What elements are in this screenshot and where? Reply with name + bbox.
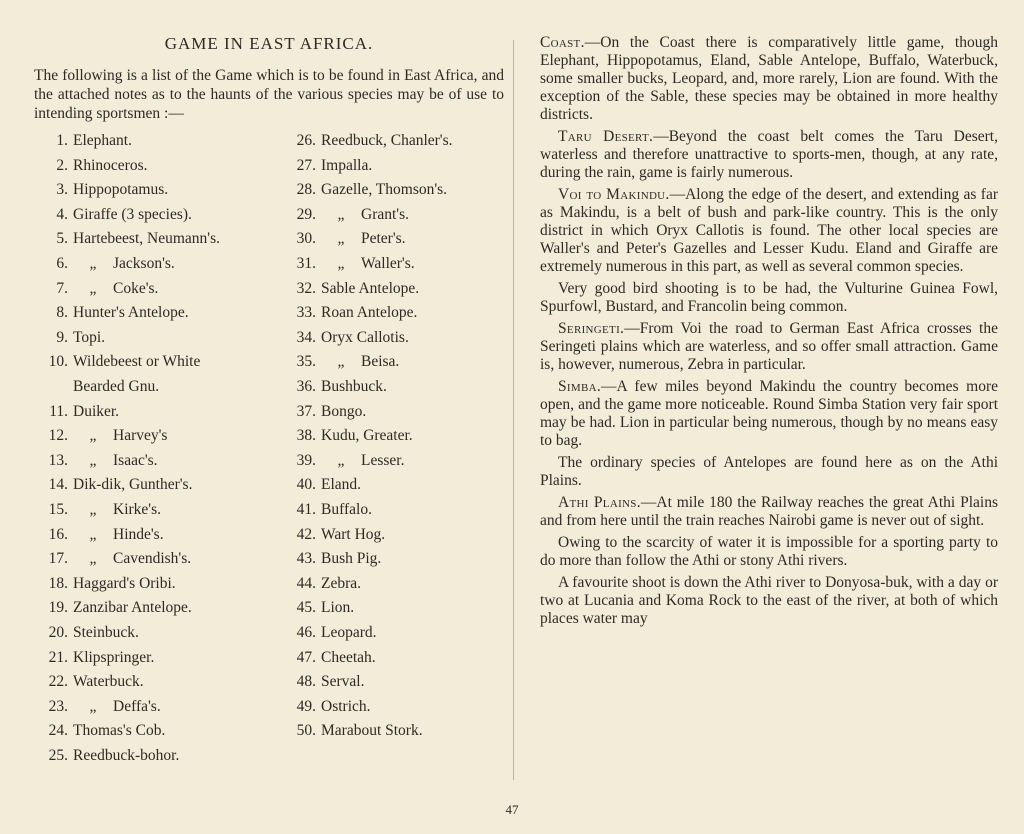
ditto-mark: „ [89,697,97,715]
ditto-mark: „ [89,427,97,445]
species-name: Bongo. [321,402,367,420]
note-text: A favourite shoot is down the Athi river to Donyosa-buk, with a day or two at Lucania and Koma Rock to the east of the river, at both of which places water may [540,574,998,627]
species-name: Reedbuck-bohor. [73,747,180,764]
species-name: Sable Antelope. [321,279,420,297]
note-text: —Along the edge of the desert, and extending as far as Makindu, is a belt of bush and park-like country. This is the only district in which Oryx Callotis is found. The other local species are Waller's and Peter's Gazelles and Lesser Kudu. Eland and Giraffe are extremely numerous in this part, as well as several common species. [540,186,998,275]
item-number: 38. [296,427,316,445]
section-heading: Voi to Makindu. [558,186,670,203]
page-title: GAME IN EAST AFRICA. [164,34,374,53]
game-list-item [34,596,192,620]
left-page [34,34,504,769]
game-list-item [34,646,154,670]
game-list-item [282,646,376,670]
item-number: 37. [296,402,316,420]
ditto-mark: „ [337,230,345,248]
species-name: Thomas's Cob. [73,722,166,740]
species-name: Kudu, Greater. [321,427,413,445]
game-list-item [282,350,399,374]
note-text: Owing to the scarcity of water it is impossible for a sporting party to do more than follow the Athi or stony Athi rivers. [540,534,998,569]
item-number: 31. [296,255,316,272]
species-name: Beisa. [361,353,400,371]
species-name: Waterbuck. [73,673,144,691]
item-number: 6. [56,255,68,272]
item-number: 49. [296,697,316,715]
species-name: Zanzibar Antelope. [73,599,192,617]
species-name: Lesser. [361,451,405,469]
item-number: 5. [56,230,68,248]
game-list-item [282,621,377,645]
item-number: 24. [48,722,68,740]
game-list-item [34,154,147,178]
species-name: Grant's. [361,205,409,223]
note-paragraph [540,454,998,490]
game-list-item [282,400,366,424]
species-name: Jackson's. [113,255,175,272]
species-name: Kirke's. [113,501,161,518]
game-list-item [34,375,159,399]
note-text: —At mile 180 the Railway reaches the great Athi Plains and from here until the train reaches Nairobi game is never out of sight. [540,494,998,529]
species-name: Bearded Gnu. [73,378,160,395]
note-text: —A few miles beyond Makindu the country becomes more open, and the game more noticeable. Round Simba Station very fair sport may be had. Lion in particular being numerous, though by no means easy to bag. [540,378,998,449]
item-number: 3. [56,181,68,199]
note-paragraph [540,280,998,316]
game-list-item [34,203,192,227]
species-name: Eland. [321,476,362,494]
game-list-item [34,719,165,743]
species-name: Duiker. [73,402,120,420]
game-list-item [34,129,132,153]
item-number: 46. [296,624,316,641]
game-list-item [34,523,164,547]
item-number: 8. [56,304,68,322]
species-name: Haggard's Oribi. [73,574,176,592]
game-list-item [34,178,168,202]
right-page-notes [540,34,998,632]
game-list-item [34,498,161,522]
game-list-item [34,227,220,251]
game-list-item [282,277,419,301]
game-list-item [282,129,453,153]
item-number: 25. [48,747,68,764]
species-name: Oryx Callotis. [321,328,409,346]
game-list-item [282,719,423,743]
species-name: Buffalo. [321,501,372,518]
species-name: Rhinoceros. [73,156,148,174]
item-number: 10. [48,353,68,371]
note-paragraph [540,534,998,570]
species-name: Wart Hog. [321,525,386,543]
item-number: 50. [296,722,316,740]
item-number: 14. [48,476,68,494]
ditto-mark: „ [89,550,97,568]
item-number: 34. [296,328,316,346]
section-heading: Simba. [558,378,602,395]
species-name: Harvey's [113,427,168,445]
ditto-mark: „ [89,501,97,518]
item-number: 15. [48,501,68,518]
game-list-item [34,449,158,473]
species-name: Elephant. [73,132,132,149]
item-number: 9. [56,328,68,346]
species-name: Gazelle, Thomson's. [321,181,448,199]
game-list-item [34,621,139,645]
game-list-item [282,572,361,596]
note-paragraph [540,378,998,450]
item-number: 20. [48,624,68,641]
item-number: 19. [48,599,68,617]
note-paragraph [540,494,998,530]
game-list-item [282,375,387,399]
species-name: Lion. [321,599,355,617]
game-list-item [34,277,158,301]
game-list-item [34,547,191,571]
item-number: 28. [296,181,316,199]
section-heading: Athi Plains. [558,494,641,511]
species-name: Reedbuck, Chanler's. [321,132,453,149]
game-list-item [34,744,179,768]
item-number: 48. [296,673,316,691]
game-list-item [282,547,381,571]
note-paragraph [540,320,998,374]
item-number: 27. [296,156,316,174]
species-name: Hunter's Antelope. [73,304,189,322]
game-list-item [282,424,413,448]
note-paragraph [540,574,998,628]
ditto-mark: „ [337,255,345,272]
game-list [34,129,504,769]
game-list-item [282,473,361,497]
species-name: Steinbuck. [73,624,139,641]
note-paragraph [540,128,998,182]
note-text: —Beyond the coast belt comes the Taru Desert, waterless and therefore unattractive to sports-men, though, at any rate, during the rain, game is fairly numerous. [540,128,998,181]
item-number: 1. [56,132,68,149]
intro-paragraph: The following is a list of the Game which is to be found in East Africa, and the attached notes as to the haunts of the various species may be of use to intending sportsmen :— [34,67,504,122]
species-name: Leopard. [321,624,377,641]
item-number: 13. [48,451,68,469]
species-name: Wildebeest or White [73,353,201,371]
species-name: Waller's. [361,255,415,272]
game-list-item [282,449,404,473]
game-list-item [34,252,175,276]
item-number: 2. [56,156,68,174]
item-number: 12. [48,427,68,445]
game-list-item [282,178,447,202]
game-list-item [34,670,144,694]
section-heading: Coast. [540,34,585,51]
game-list-item [34,424,167,448]
column-divider [513,40,514,780]
item-number: 29. [296,205,316,223]
item-number: 26. [296,132,316,149]
game-list-item [34,695,161,719]
game-list-item [34,326,105,350]
ditto-mark: „ [89,279,97,297]
species-name: Marabout Stork. [321,722,423,740]
species-name: Serval. [321,673,365,691]
item-number: 22. [48,673,68,691]
species-name: Coke's. [113,279,159,297]
ditto-mark: „ [337,205,345,223]
species-name: Impalla. [321,156,373,174]
species-name: Hinde's. [113,525,164,543]
species-name: Cheetah. [321,648,376,666]
section-heading: Seringeti. [558,320,625,337]
item-number: 40. [296,476,316,494]
species-name: Hartebeest, Neumann's. [73,230,220,248]
item-number: 47. [296,648,316,666]
game-list-item [282,326,409,350]
note-text: —From Voi the road to German East Africa crosses the Seringeti plains which are waterless, and so offer small attraction. Game is, however, numerous, Zebra in particular. [540,320,998,373]
ditto-mark: „ [337,353,345,371]
section-heading: Taru Desert. [558,128,654,145]
item-number: 43. [296,550,316,568]
species-name: Isaac's. [113,451,158,469]
species-name: Bushbuck. [321,378,387,395]
species-name: Topi. [73,328,106,346]
ditto-mark: „ [337,451,345,469]
species-name: Giraffe (3 species). [73,205,192,223]
item-number: 17. [48,550,68,568]
species-name: Dik-dik, Gunther's. [73,476,193,494]
game-list-item [282,498,372,522]
item-number: 23. [48,697,68,715]
species-name: Peter's. [361,230,406,248]
item-number: 30. [296,230,316,248]
item-number: 36. [296,378,316,395]
game-list-item [282,252,415,276]
game-list-item [34,473,192,497]
ditto-mark: „ [89,255,97,272]
item-number: 41. [296,501,316,518]
game-list-item [282,523,385,547]
note-text: —On the Coast there is comparatively little game, though Elephant, Hippopotamus, Eland, Sable Antelope, Buffalo, Waterbuck, some smaller bucks, Leopard, and, more rarely, Lion are found. With the exception of the Sable, these species may be obtained in more healthy districts. [540,34,998,123]
game-list-item [282,154,372,178]
item-number: 16. [48,525,68,543]
note-text: The ordinary species of Antelopes are found here as on the Athi Plains. [540,454,998,489]
item-number: 4. [56,205,68,223]
item-number: 35. [296,353,316,371]
game-list-item [282,227,406,251]
item-number: 11. [49,402,68,420]
ditto-mark: „ [89,525,97,543]
item-number: 44. [296,574,316,592]
item-number: 39. [296,451,316,469]
game-list-item [282,301,417,325]
note-paragraph [540,34,998,124]
species-name: Deffa's. [113,697,161,715]
species-name: Zebra. [321,574,362,592]
game-list-item [34,572,176,596]
species-name: Bush Pig. [321,550,382,568]
item-number: 21. [48,648,68,666]
game-list-item [282,596,354,620]
game-list-item [282,203,409,227]
item-number: 7. [56,279,68,297]
note-paragraph [540,186,998,276]
item-number: 45. [296,599,316,617]
item-number: 33. [296,304,316,322]
game-list-item [34,400,119,424]
species-name: Cavendish's. [113,550,192,568]
game-list-item [282,670,364,694]
species-name: Klipspringer. [73,648,155,666]
page-number: 47 [505,802,519,817]
ditto-mark: „ [89,451,97,469]
game-list-item [34,301,189,325]
species-name: Hippopotamus. [73,181,169,199]
item-number: 42. [296,525,316,543]
species-name: Ostrich. [321,697,371,715]
item-number: 18. [48,574,68,592]
item-number: 32. [296,279,316,297]
game-list-item [34,350,200,374]
game-list-item [282,695,371,719]
note-text: Very good bird shooting is to be had, the Vulturine Guinea Fowl, Spurfowl, Bustard, and Francolin being common. [540,280,998,315]
species-name: Roan Antelope. [321,304,418,322]
